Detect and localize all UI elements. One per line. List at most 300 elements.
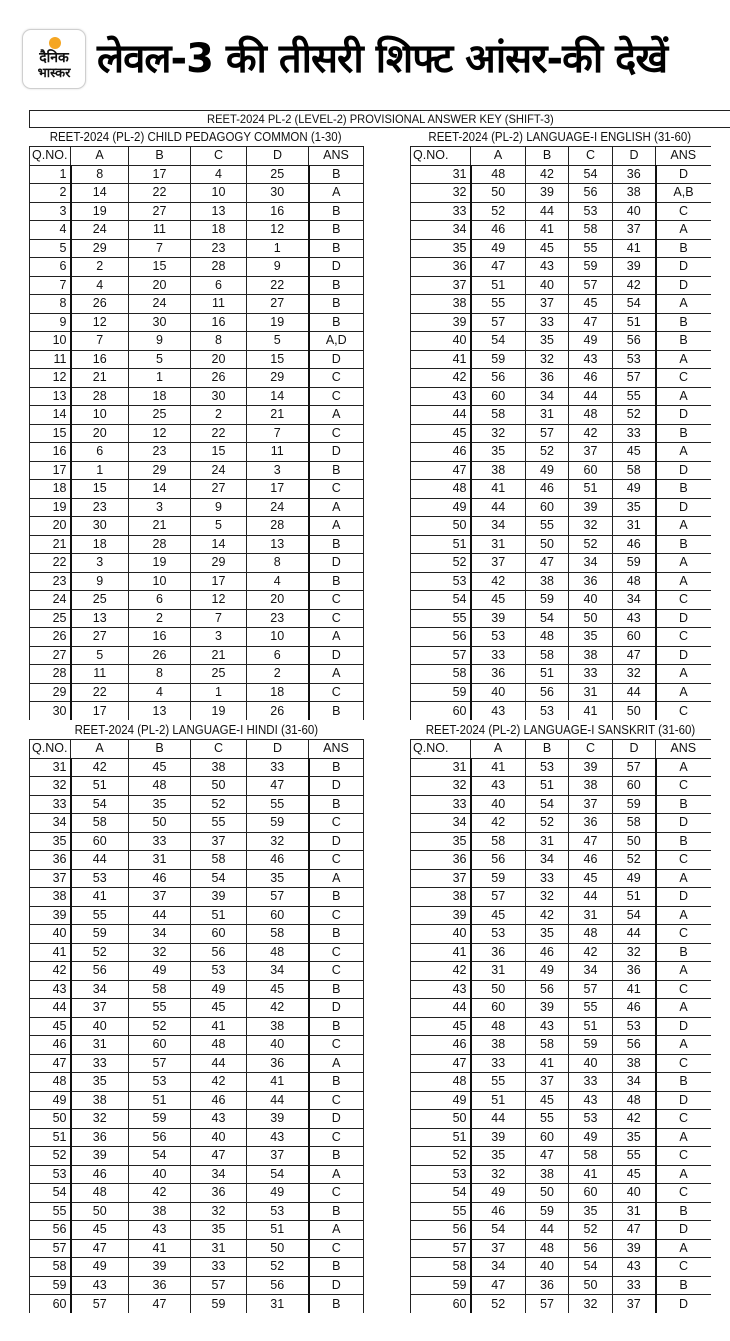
ans-cell: C xyxy=(309,1036,364,1055)
ans-cell: D xyxy=(656,814,711,833)
option-d-cell: 57 xyxy=(247,888,309,907)
option-c-cell: 55 xyxy=(569,239,613,258)
option-d-cell: 35 xyxy=(613,1128,656,1147)
option-d-cell: 27 xyxy=(247,295,309,314)
option-a-cell: 16 xyxy=(71,350,129,369)
option-d-cell: 38 xyxy=(613,1054,656,1073)
ans-cell: A xyxy=(656,869,711,888)
option-d-cell: 60 xyxy=(613,777,656,796)
option-b-cell: 31 xyxy=(129,851,191,870)
ans-cell: B xyxy=(309,888,364,907)
column-header-option-b: B xyxy=(526,740,569,759)
table-row xyxy=(30,258,364,277)
table-row xyxy=(30,350,364,369)
option-b-cell: 39 xyxy=(526,999,569,1018)
option-c-cell: 39 xyxy=(569,758,613,777)
column-header-option-b: B xyxy=(129,740,191,759)
qno-cell: 36 xyxy=(411,851,471,870)
option-a-cell: 5 xyxy=(71,646,129,665)
option-b-cell: 8 xyxy=(129,665,191,684)
section-title-text: REET-2024 (PL-2) LANGUAGE-I ENGLISH (31-60) xyxy=(428,130,692,144)
option-c-cell: 47 xyxy=(569,832,613,851)
ans-cell: D xyxy=(309,258,364,277)
qno-cell: 45 xyxy=(30,1017,71,1036)
option-d-cell: 35 xyxy=(247,869,309,888)
option-c-cell: 31 xyxy=(569,683,613,702)
qno-cell: 51 xyxy=(411,1128,471,1147)
option-d-cell: 43 xyxy=(613,1258,656,1277)
option-b-cell: 44 xyxy=(129,906,191,925)
qno-cell: 37 xyxy=(30,869,71,888)
table-row xyxy=(411,888,711,907)
option-c-cell: 36 xyxy=(191,1184,247,1203)
table-row xyxy=(30,387,364,406)
option-b-cell: 6 xyxy=(129,591,191,610)
option-d-cell: 56 xyxy=(613,1036,656,1055)
ans-cell: A xyxy=(656,554,711,573)
option-b-cell: 28 xyxy=(129,535,191,554)
table-row xyxy=(30,572,364,591)
ans-cell: A,B xyxy=(656,184,711,203)
ans-cell: A xyxy=(309,628,364,647)
qno-cell: 32 xyxy=(30,777,71,796)
option-b-cell: 58 xyxy=(526,1036,569,1055)
option-a-cell: 52 xyxy=(471,1295,526,1314)
option-c-cell: 41 xyxy=(569,702,613,721)
option-d-cell: 31 xyxy=(613,517,656,536)
option-c-cell: 60 xyxy=(191,925,247,944)
option-c-cell: 49 xyxy=(191,980,247,999)
option-a-cell: 41 xyxy=(71,888,129,907)
option-a-cell: 14 xyxy=(71,184,129,203)
table-row xyxy=(30,888,364,907)
qno-cell: 4 xyxy=(30,221,71,240)
option-d-cell: 42 xyxy=(613,276,656,295)
column-header-qno: Q.NO. xyxy=(30,147,71,166)
option-a-cell: 58 xyxy=(471,832,526,851)
table-row xyxy=(411,832,711,851)
qno-cell: 58 xyxy=(411,1258,471,1277)
option-a-cell: 51 xyxy=(471,276,526,295)
option-d-cell: 35 xyxy=(613,498,656,517)
option-b-cell: 33 xyxy=(526,313,569,332)
option-b-cell: 39 xyxy=(129,1258,191,1277)
table-row xyxy=(411,313,711,332)
option-c-cell: 38 xyxy=(569,646,613,665)
ans-cell: B xyxy=(309,1258,364,1277)
option-a-cell: 39 xyxy=(71,1147,129,1166)
option-a-cell: 38 xyxy=(71,1091,129,1110)
section-title-hindi xyxy=(29,721,363,739)
ans-cell: A xyxy=(309,1165,364,1184)
option-b-cell: 50 xyxy=(526,1184,569,1203)
option-c-cell: 49 xyxy=(569,332,613,351)
option-a-cell: 12 xyxy=(71,313,129,332)
logo-text-line1: दैनिक xyxy=(39,50,69,66)
option-d-cell: 23 xyxy=(247,609,309,628)
column-header-option-c: C xyxy=(191,147,247,166)
ans-cell: D xyxy=(656,1091,711,1110)
qno-cell: 49 xyxy=(411,1091,471,1110)
qno-cell: 27 xyxy=(30,646,71,665)
option-c-cell: 53 xyxy=(191,962,247,981)
answer-key-title xyxy=(29,110,730,128)
option-b-cell: 36 xyxy=(526,369,569,388)
option-a-cell: 53 xyxy=(71,869,129,888)
option-d-cell: 6 xyxy=(247,646,309,665)
option-b-cell: 42 xyxy=(526,165,569,184)
option-c-cell: 55 xyxy=(191,814,247,833)
option-d-cell: 33 xyxy=(247,758,309,777)
column-header-ans: ANS xyxy=(309,147,364,166)
option-a-cell: 50 xyxy=(471,184,526,203)
option-c-cell: 26 xyxy=(191,369,247,388)
ans-cell: B xyxy=(656,1202,711,1221)
option-a-cell: 47 xyxy=(71,1239,129,1258)
option-d-cell: 41 xyxy=(613,239,656,258)
option-a-cell: 51 xyxy=(71,777,129,796)
table-row xyxy=(30,239,364,258)
qno-cell: 39 xyxy=(30,906,71,925)
option-d-cell: 49 xyxy=(247,1184,309,1203)
option-c-cell: 25 xyxy=(191,665,247,684)
ans-cell: D xyxy=(656,1221,711,1240)
option-c-cell: 40 xyxy=(569,1054,613,1073)
qno-cell: 33 xyxy=(411,795,471,814)
qno-cell: 41 xyxy=(30,943,71,962)
option-b-cell: 55 xyxy=(526,517,569,536)
option-a-cell: 8 xyxy=(71,165,129,184)
option-a-cell: 53 xyxy=(471,628,526,647)
option-a-cell: 34 xyxy=(71,980,129,999)
option-a-cell: 48 xyxy=(471,165,526,184)
option-c-cell: 7 xyxy=(191,609,247,628)
option-d-cell: 21 xyxy=(247,406,309,425)
qno-cell: 48 xyxy=(411,1073,471,1092)
option-a-cell: 18 xyxy=(71,535,129,554)
option-a-cell: 43 xyxy=(471,702,526,721)
section-title-sanskrit xyxy=(410,721,710,739)
option-a-cell: 53 xyxy=(471,925,526,944)
option-a-cell: 31 xyxy=(71,1036,129,1055)
table-row xyxy=(30,1258,364,1277)
option-b-cell: 58 xyxy=(129,980,191,999)
option-a-cell: 59 xyxy=(471,869,526,888)
option-d-cell: 34 xyxy=(613,1073,656,1092)
qno-cell: 43 xyxy=(411,387,471,406)
option-b-cell: 23 xyxy=(129,443,191,462)
qno-cell: 38 xyxy=(30,888,71,907)
option-a-cell: 54 xyxy=(71,795,129,814)
qno-cell: 34 xyxy=(30,814,71,833)
option-c-cell: 22 xyxy=(191,424,247,443)
option-d-cell: 37 xyxy=(613,221,656,240)
table-row xyxy=(411,1184,711,1203)
qno-cell: 37 xyxy=(411,276,471,295)
option-b-cell: 39 xyxy=(526,184,569,203)
qno-cell: 37 xyxy=(411,869,471,888)
table-row xyxy=(411,535,711,554)
qno-cell: 56 xyxy=(30,1221,71,1240)
qno-cell: 8 xyxy=(30,295,71,314)
option-a-cell: 48 xyxy=(471,1017,526,1036)
option-a-cell: 46 xyxy=(471,221,526,240)
option-b-cell: 35 xyxy=(526,332,569,351)
option-d-cell: 15 xyxy=(247,350,309,369)
option-a-cell: 42 xyxy=(471,814,526,833)
option-c-cell: 33 xyxy=(569,665,613,684)
table-row xyxy=(30,313,364,332)
option-b-cell: 4 xyxy=(129,683,191,702)
option-c-cell: 23 xyxy=(191,239,247,258)
option-a-cell: 37 xyxy=(471,554,526,573)
ans-cell: C xyxy=(309,369,364,388)
option-b-cell: 18 xyxy=(129,387,191,406)
option-d-cell: 25 xyxy=(247,165,309,184)
option-c-cell: 46 xyxy=(569,369,613,388)
option-d-cell: 51 xyxy=(613,313,656,332)
option-d-cell: 38 xyxy=(613,184,656,203)
table-row xyxy=(30,999,364,1018)
ans-cell: A xyxy=(656,387,711,406)
option-a-cell: 40 xyxy=(71,1017,129,1036)
qno-cell: 60 xyxy=(411,702,471,721)
option-d-cell: 56 xyxy=(613,332,656,351)
option-c-cell: 45 xyxy=(191,999,247,1018)
header-row xyxy=(411,147,711,166)
qno-cell: 44 xyxy=(411,406,471,425)
option-d-cell: 3 xyxy=(247,461,309,480)
option-b-cell: 58 xyxy=(526,646,569,665)
ans-cell: A xyxy=(656,221,711,240)
option-d-cell: 48 xyxy=(247,943,309,962)
option-d-cell: 58 xyxy=(613,461,656,480)
table-row xyxy=(411,221,711,240)
option-b-cell: 31 xyxy=(526,406,569,425)
qno-cell: 35 xyxy=(411,832,471,851)
qno-cell: 47 xyxy=(411,461,471,480)
option-b-cell: 51 xyxy=(526,665,569,684)
option-c-cell: 42 xyxy=(569,943,613,962)
option-d-cell: 48 xyxy=(613,1091,656,1110)
qno-cell: 46 xyxy=(30,1036,71,1055)
option-b-cell: 53 xyxy=(526,702,569,721)
table-row xyxy=(30,461,364,480)
option-d-cell: 53 xyxy=(613,350,656,369)
ans-cell: D xyxy=(656,1295,711,1314)
option-a-cell: 13 xyxy=(71,609,129,628)
option-d-cell: 54 xyxy=(613,295,656,314)
option-a-cell: 43 xyxy=(71,1276,129,1295)
option-d-cell: 54 xyxy=(613,906,656,925)
qno-cell: 2 xyxy=(30,184,71,203)
option-b-cell: 29 xyxy=(129,461,191,480)
qno-cell: 23 xyxy=(30,572,71,591)
table-row xyxy=(411,869,711,888)
option-d-cell: 50 xyxy=(613,702,656,721)
table-row xyxy=(411,591,711,610)
option-d-cell: 60 xyxy=(247,906,309,925)
qno-cell: 21 xyxy=(30,535,71,554)
option-c-cell: 38 xyxy=(569,777,613,796)
table-row xyxy=(411,461,711,480)
option-a-cell: 57 xyxy=(471,313,526,332)
option-d-cell: 48 xyxy=(613,572,656,591)
ans-cell: D xyxy=(656,165,711,184)
ans-cell: B xyxy=(309,202,364,221)
qno-cell: 41 xyxy=(411,943,471,962)
option-b-cell: 47 xyxy=(129,1295,191,1314)
option-b-cell: 35 xyxy=(526,925,569,944)
qno-cell: 57 xyxy=(411,1239,471,1258)
option-a-cell: 47 xyxy=(471,1276,526,1295)
option-a-cell: 43 xyxy=(471,777,526,796)
option-c-cell: 4 xyxy=(191,165,247,184)
table-row xyxy=(30,1036,364,1055)
option-b-cell: 59 xyxy=(526,1202,569,1221)
table-row xyxy=(411,387,711,406)
table-row xyxy=(30,1054,364,1073)
option-d-cell: 40 xyxy=(613,1184,656,1203)
option-b-cell: 33 xyxy=(526,869,569,888)
option-b-cell: 25 xyxy=(129,406,191,425)
option-b-cell: 53 xyxy=(129,1073,191,1092)
option-c-cell: 57 xyxy=(191,1276,247,1295)
option-c-cell: 24 xyxy=(191,461,247,480)
option-d-cell: 44 xyxy=(247,1091,309,1110)
qno-cell: 38 xyxy=(411,295,471,314)
option-a-cell: 60 xyxy=(471,387,526,406)
option-c-cell: 10 xyxy=(191,184,247,203)
option-d-cell: 4 xyxy=(247,572,309,591)
column-header-ans: ANS xyxy=(656,147,711,166)
option-d-cell: 2 xyxy=(247,665,309,684)
option-a-cell: 15 xyxy=(71,480,129,499)
option-a-cell: 38 xyxy=(471,1036,526,1055)
option-d-cell: 59 xyxy=(613,795,656,814)
option-a-cell: 36 xyxy=(471,665,526,684)
option-b-cell: 41 xyxy=(526,221,569,240)
option-a-cell: 46 xyxy=(71,1165,129,1184)
option-c-cell: 39 xyxy=(569,498,613,517)
option-b-cell: 35 xyxy=(129,795,191,814)
qno-cell: 22 xyxy=(30,554,71,573)
option-c-cell: 41 xyxy=(569,1165,613,1184)
option-b-cell: 32 xyxy=(526,350,569,369)
ans-cell: C xyxy=(309,1239,364,1258)
table-row xyxy=(30,202,364,221)
ans-cell: B xyxy=(309,925,364,944)
ans-cell: D xyxy=(656,888,711,907)
table-row xyxy=(30,925,364,944)
option-d-cell: 32 xyxy=(247,832,309,851)
section-title-text: REET-2024 (PL-2) CHILD PEDAGOGY COMMON (1-30) xyxy=(50,130,342,144)
option-a-cell: 26 xyxy=(71,295,129,314)
table-row xyxy=(30,683,364,702)
option-d-cell: 34 xyxy=(613,591,656,610)
option-b-cell: 31 xyxy=(526,832,569,851)
table-row xyxy=(30,1147,364,1166)
option-d-cell: 28 xyxy=(247,517,309,536)
option-b-cell: 34 xyxy=(526,387,569,406)
qno-cell: 40 xyxy=(411,925,471,944)
option-b-cell: 30 xyxy=(129,313,191,332)
dainik-bhaskar-logo xyxy=(22,29,86,89)
option-d-cell: 11 xyxy=(247,443,309,462)
qno-cell: 6 xyxy=(30,258,71,277)
ans-cell: B xyxy=(656,313,711,332)
option-c-cell: 54 xyxy=(569,165,613,184)
qno-cell: 15 xyxy=(30,424,71,443)
option-d-cell: 44 xyxy=(613,683,656,702)
option-a-cell: 35 xyxy=(471,443,526,462)
table-row xyxy=(30,980,364,999)
option-d-cell: 54 xyxy=(247,1165,309,1184)
table-row xyxy=(411,646,711,665)
option-d-cell: 42 xyxy=(247,999,309,1018)
option-b-cell: 16 xyxy=(129,628,191,647)
qno-cell: 42 xyxy=(411,369,471,388)
option-b-cell: 38 xyxy=(129,1202,191,1221)
option-b-cell: 52 xyxy=(526,443,569,462)
qno-cell: 46 xyxy=(411,1036,471,1055)
column-header-option-a: A xyxy=(471,740,526,759)
qno-cell: 36 xyxy=(411,258,471,277)
option-a-cell: 56 xyxy=(471,851,526,870)
table-row xyxy=(30,609,364,628)
table-row xyxy=(411,851,711,870)
ans-cell: B xyxy=(656,795,711,814)
column-header-option-c: C xyxy=(191,740,247,759)
option-b-cell: 60 xyxy=(129,1036,191,1055)
option-d-cell: 22 xyxy=(247,276,309,295)
qno-cell: 34 xyxy=(411,814,471,833)
option-d-cell: 55 xyxy=(613,387,656,406)
option-d-cell: 50 xyxy=(613,832,656,851)
option-d-cell: 40 xyxy=(613,202,656,221)
option-b-cell: 56 xyxy=(526,980,569,999)
option-c-cell: 43 xyxy=(191,1110,247,1129)
option-d-cell: 47 xyxy=(613,1221,656,1240)
option-d-cell: 9 xyxy=(247,258,309,277)
ans-cell: B xyxy=(656,332,711,351)
option-a-cell: 34 xyxy=(471,517,526,536)
qno-cell: 20 xyxy=(30,517,71,536)
ans-cell: A xyxy=(656,906,711,925)
table-row xyxy=(411,1073,711,1092)
table-row xyxy=(411,1295,711,1314)
ans-cell: C xyxy=(656,628,711,647)
qno-cell: 52 xyxy=(411,1147,471,1166)
ans-cell: B xyxy=(656,1276,711,1295)
qno-cell: 31 xyxy=(411,165,471,184)
table-row xyxy=(30,832,364,851)
option-a-cell: 21 xyxy=(71,369,129,388)
option-a-cell: 54 xyxy=(471,1221,526,1240)
ans-cell: B xyxy=(656,480,711,499)
ans-cell: B xyxy=(309,1295,364,1314)
option-a-cell: 41 xyxy=(471,758,526,777)
option-b-cell: 34 xyxy=(129,925,191,944)
table-row xyxy=(411,295,711,314)
option-a-cell: 35 xyxy=(71,1073,129,1092)
headline: लेवल-3 की तीसरी शिफ्ट आंसर-की देखें xyxy=(97,36,668,82)
column-header-option-d: D xyxy=(613,147,656,166)
table-row xyxy=(30,1017,364,1036)
section-title-text: REET-2024 (PL-2) LANGUAGE-I HINDI (31-60) xyxy=(74,723,318,737)
qno-cell: 57 xyxy=(30,1239,71,1258)
option-a-cell: 3 xyxy=(71,554,129,573)
